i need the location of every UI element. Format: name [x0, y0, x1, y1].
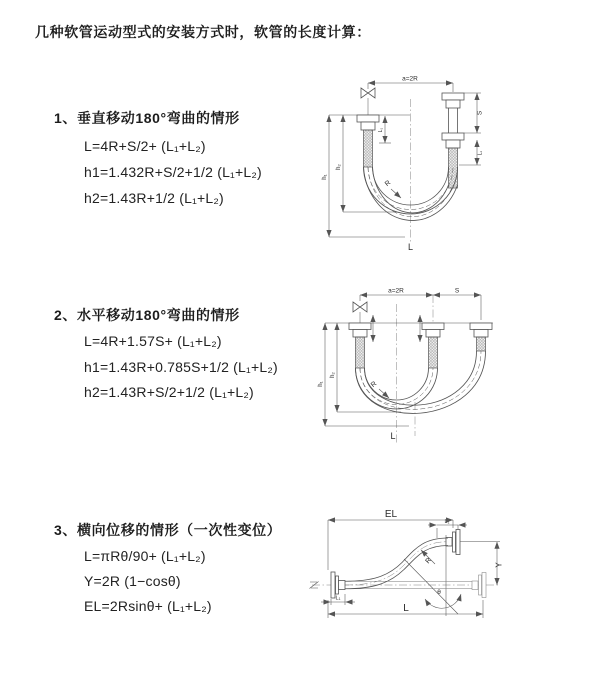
d3-centerline	[312, 542, 498, 585]
d3-angle-label: θ	[437, 589, 441, 596]
d3-dim-l1-top-label: L₁	[444, 519, 450, 525]
section-3-formula-el: EL=2Rsinθ+ (L₁+L₂)	[84, 598, 212, 614]
d3-length-label: L	[403, 603, 409, 614]
d2-dim-a2r-label: a=2R	[388, 287, 404, 295]
d3-labels	[336, 509, 504, 614]
section-3-heading: 3、横向位移的情形（一次性变位）	[54, 522, 282, 538]
d1-dim-h1-label: h₁	[322, 174, 328, 180]
d3-dimension-lines	[321, 520, 500, 618]
d3-dim-l1-bottom-label: L₁	[335, 595, 341, 602]
d3-dim-y-label: Y	[494, 562, 504, 568]
d2-labels	[318, 288, 460, 442]
diagram-lateral-displacement	[300, 498, 600, 658]
section-2-heading: 2、水平移动180°弯曲的情形	[54, 307, 240, 323]
d2-dim-h2-label: h₂	[330, 372, 336, 378]
d3-flanges	[331, 530, 460, 599]
d1-dim-l1-left-label: L₁	[378, 127, 384, 133]
page-title: 几种软管运动型式的安装方式时，软管的长度计算：	[35, 24, 371, 40]
section-2-formula-h2: h2=1.43R+S/2+1/2 (L₁+L₂)	[84, 384, 254, 400]
section-1-formula-length: L=4R+S/2+ (L₁+L₂)	[84, 138, 206, 154]
diagram-vertical-180-bend	[305, 63, 600, 263]
d1-dim-a2r-label: a=2R	[402, 75, 418, 83]
d2-valve-icon	[353, 302, 367, 323]
d1-dim-h2-label: h₂	[336, 164, 342, 170]
d1-dim-s-label: S	[476, 110, 484, 116]
section-1-heading: 1、垂直移动180°弯曲的情形	[54, 110, 240, 126]
d1-dim-l1-right-label: L₁	[477, 150, 484, 156]
d2-flanges	[349, 323, 492, 337]
d1-length-label: L	[407, 242, 414, 252]
section-2-formula-h1: h1=1.43R+0.785S+1/2 (L₁+L₂)	[84, 359, 278, 375]
diagram-horizontal-180-bend	[305, 276, 600, 461]
d2-dim-s-label: S	[454, 287, 460, 295]
section-1-formula-h1: h1=1.432R+S/2+1/2 (L₁+L₂)	[84, 164, 262, 180]
d2-dimension-lines	[325, 295, 493, 426]
section-3-formula-length: L=πRθ/90+ (L₁+L₂)	[84, 548, 206, 564]
d2-dim-h1-label: h₁	[318, 381, 324, 387]
d2-centerline	[397, 295, 434, 444]
d1-valve-icon	[361, 88, 375, 115]
d3-radius-label: R	[424, 556, 434, 566]
d2-hose-braid	[356, 337, 486, 368]
section-2-formula-length: L=4R+1.57S+ (L₁+L₂)	[84, 333, 222, 349]
d3-dim-el-label: EL	[384, 509, 398, 520]
d2-radius-label: R	[369, 380, 379, 390]
section-3-formula-y: Y=2R (1−cosθ)	[84, 573, 181, 589]
section-1-formula-h2: h2=1.43R+1/2 (L₁+L₂)	[84, 190, 224, 206]
d2-length-label: L	[390, 431, 396, 441]
d1-radius-label: R	[383, 179, 393, 189]
